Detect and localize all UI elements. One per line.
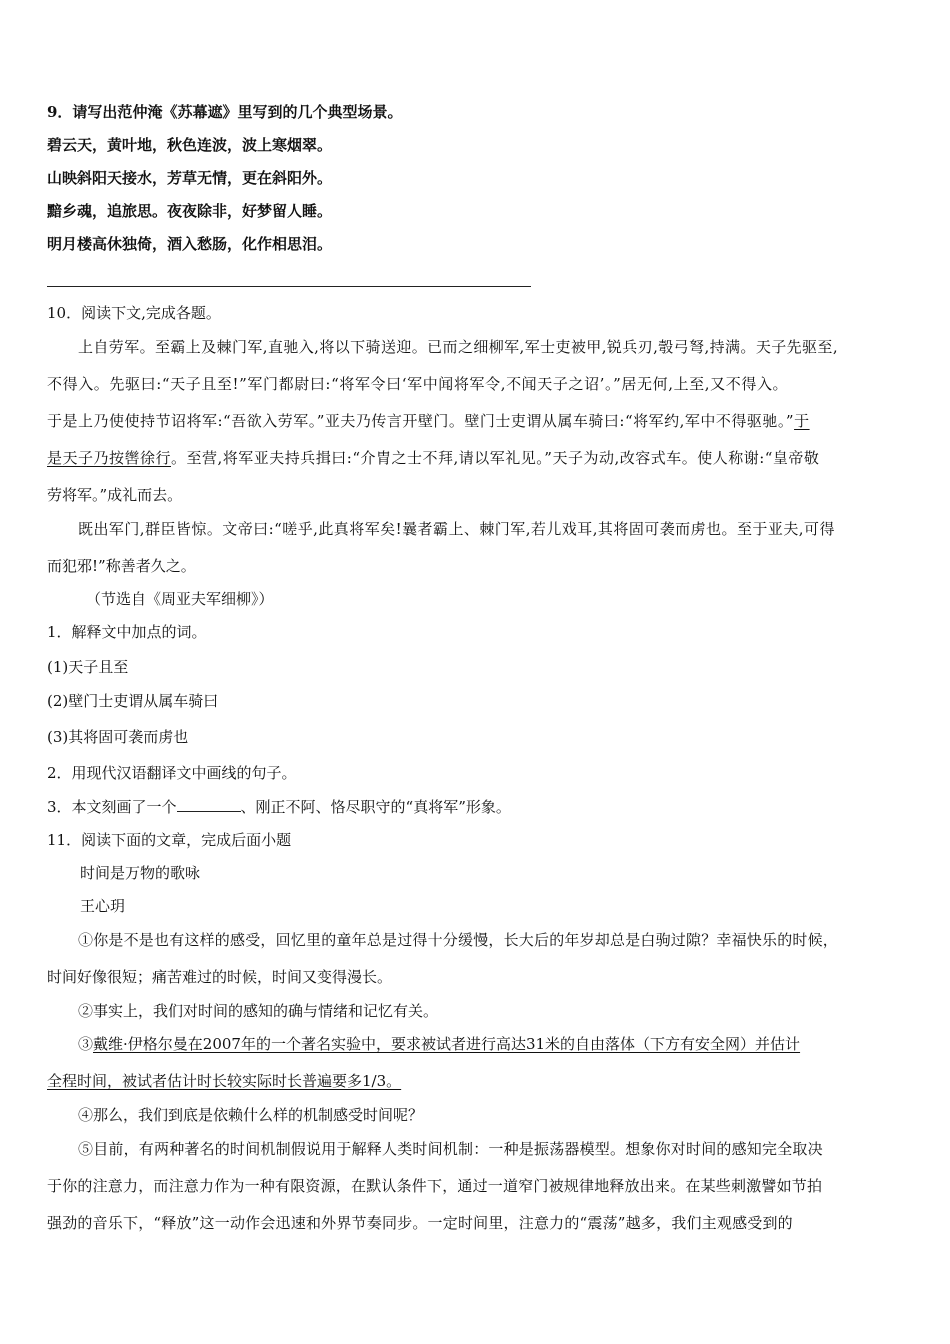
- q11-para3-underlined-1: 戴维·伊格尔曼在2007年的一个著名实验中，要求被试者进行高达31米的自由落体（下方有安全网）并估计: [93, 1035, 801, 1053]
- q10-answer-blank[interactable]: [177, 797, 241, 812]
- q9-prompt: 9．请写出范仲淹《苏幕遮》里写到的几个典型场景。: [47, 103, 403, 121]
- q10-passage-p2-line-2: 而犯邪!”称善者久之。: [47, 557, 196, 575]
- q10-sub1: 1．解释文中加点的词。: [47, 623, 207, 641]
- q10-p1-line-4-text: 。至营,将军亚夫持兵揖曰:“介胄之士不拜,请以军礼见。”天子为动,改容式车。使人称谢:“皇帝敬: [171, 449, 820, 467]
- q10-passage-p1-line-5: 劳将军。”成礼而去。: [47, 486, 183, 504]
- q10-p1-line-3-text: 于是上乃使使持节诏将军:“吾欲入劳军。”亚夫乃传言开壁门。壁门士吏谓从属车骑曰:“将军约,军中不得驱驰。”: [47, 412, 795, 430]
- q10-prompt: 10．阅读下文,完成各题。: [47, 304, 221, 322]
- q10-sub3-text-b: 、刚正不阿、恪尽职守的“真将军”形象。: [240, 798, 511, 816]
- divider-line: [47, 286, 531, 287]
- q9-poem-line-3: 黯乡魂，追旅思。夜夜除非，好梦留人睡。: [47, 202, 333, 220]
- q10-underlined-sentence-start: 于: [794, 412, 810, 430]
- q9-poem-line-1: 碧云天，黄叶地，秋色连波，波上寒烟翠。: [47, 136, 333, 154]
- q11-para3-line-1: [78, 1033, 800, 1055]
- q11-para1-line-1: ①你是不是也有这样的感受，回忆里的童年总是过得十分缓慢，长大后的年岁却总是白驹过隙？幸福快乐的时候，: [78, 931, 839, 949]
- q10-sub1-item-3: (3)其将固可袭而虏也: [47, 728, 189, 746]
- q11-prompt: 11．阅读下面的文章，完成后面小题: [47, 831, 292, 849]
- q10-passage-p1-line-3: [47, 410, 810, 432]
- q11-para2: ②事实上，我们对时间的感知的确与情绪和记忆有关。: [78, 1002, 439, 1020]
- q9-poem-line-4: 明月楼高休独倚，酒入愁肠，化作相思泪。: [47, 235, 333, 253]
- q11-para4: ④那么，我们到底是依赖什么样的机制感受时间呢？: [78, 1106, 424, 1124]
- q11-para3-underlined-2: 全程时间，被试者估计时长较实际时长普遍要多1/3。: [47, 1072, 402, 1090]
- q11-article-author: 王心玥: [80, 897, 126, 915]
- q10-passage-p2-line-1: 既出军门,群臣皆惊。文帝曰:“嗟乎,此真将军矣!曩者霸上、棘门军,若儿戏耳,其将固可袭而虏也。至于亚夫,可得: [78, 520, 835, 538]
- q11-para3-number: ③: [78, 1035, 94, 1053]
- q10-sub2: 2．用现代汉语翻译文中画线的句子。: [47, 764, 297, 782]
- q10-passage-p1-line-1: 上自劳军。至霸上及棘门军,直驰入,将以下骑送迎。已而之细柳军,军士吏被甲,锐兵刃,彀弓弩,持满。天子先驱至,: [78, 338, 838, 356]
- q11-article-title: 时间是万物的歌咏: [80, 864, 201, 882]
- q10-source: （节选自《周亚夫军细柳》）: [86, 590, 274, 608]
- q9-poem-line-2: 山映斜阳天接水，芳草无情，更在斜阳外。: [47, 169, 333, 187]
- q11-para5-line-1: ⑤目前，有两种著名的时间机制假说用于解释人类时间机制：一种是振荡器模型。想象你对时间的感知完全取决: [78, 1140, 823, 1158]
- q10-sub1-item-2: (2)壁门士吏谓从属车骑曰: [47, 692, 219, 710]
- q11-para1-line-2: 时间好像很短；痛苦难过的时候，时间又变得漫长。: [47, 968, 393, 986]
- q10-sub3-text-a: 3．本文刻画了一个: [47, 798, 177, 816]
- q10-sub3: [47, 796, 511, 818]
- q10-passage-p1-line-4: [47, 447, 819, 469]
- q10-sub1-item-1: (1)天子且至: [47, 658, 129, 676]
- q10-underlined-sentence: 是天子乃按辔徐行: [47, 449, 172, 467]
- q11-para5-line-3: 强劲的音乐下，“释放”这一动作会迅速和外界节奏同步。一定时间里，注意力的“震荡”越多，我们主观感受到的: [47, 1214, 793, 1232]
- q10-passage-p1-line-2: 不得入。先驱曰:“天子且至!”军门都尉曰:“将军令曰‘军中闻将军令,不闻天子之诏’。”居无何,上至,又不得入。: [47, 375, 789, 393]
- q11-para5-line-2: 于你的注意力，而注意力作为一种有限资源，在默认条件下，通过一道窄门被规律地释放出来。在某些刺激譬如节拍: [47, 1177, 823, 1195]
